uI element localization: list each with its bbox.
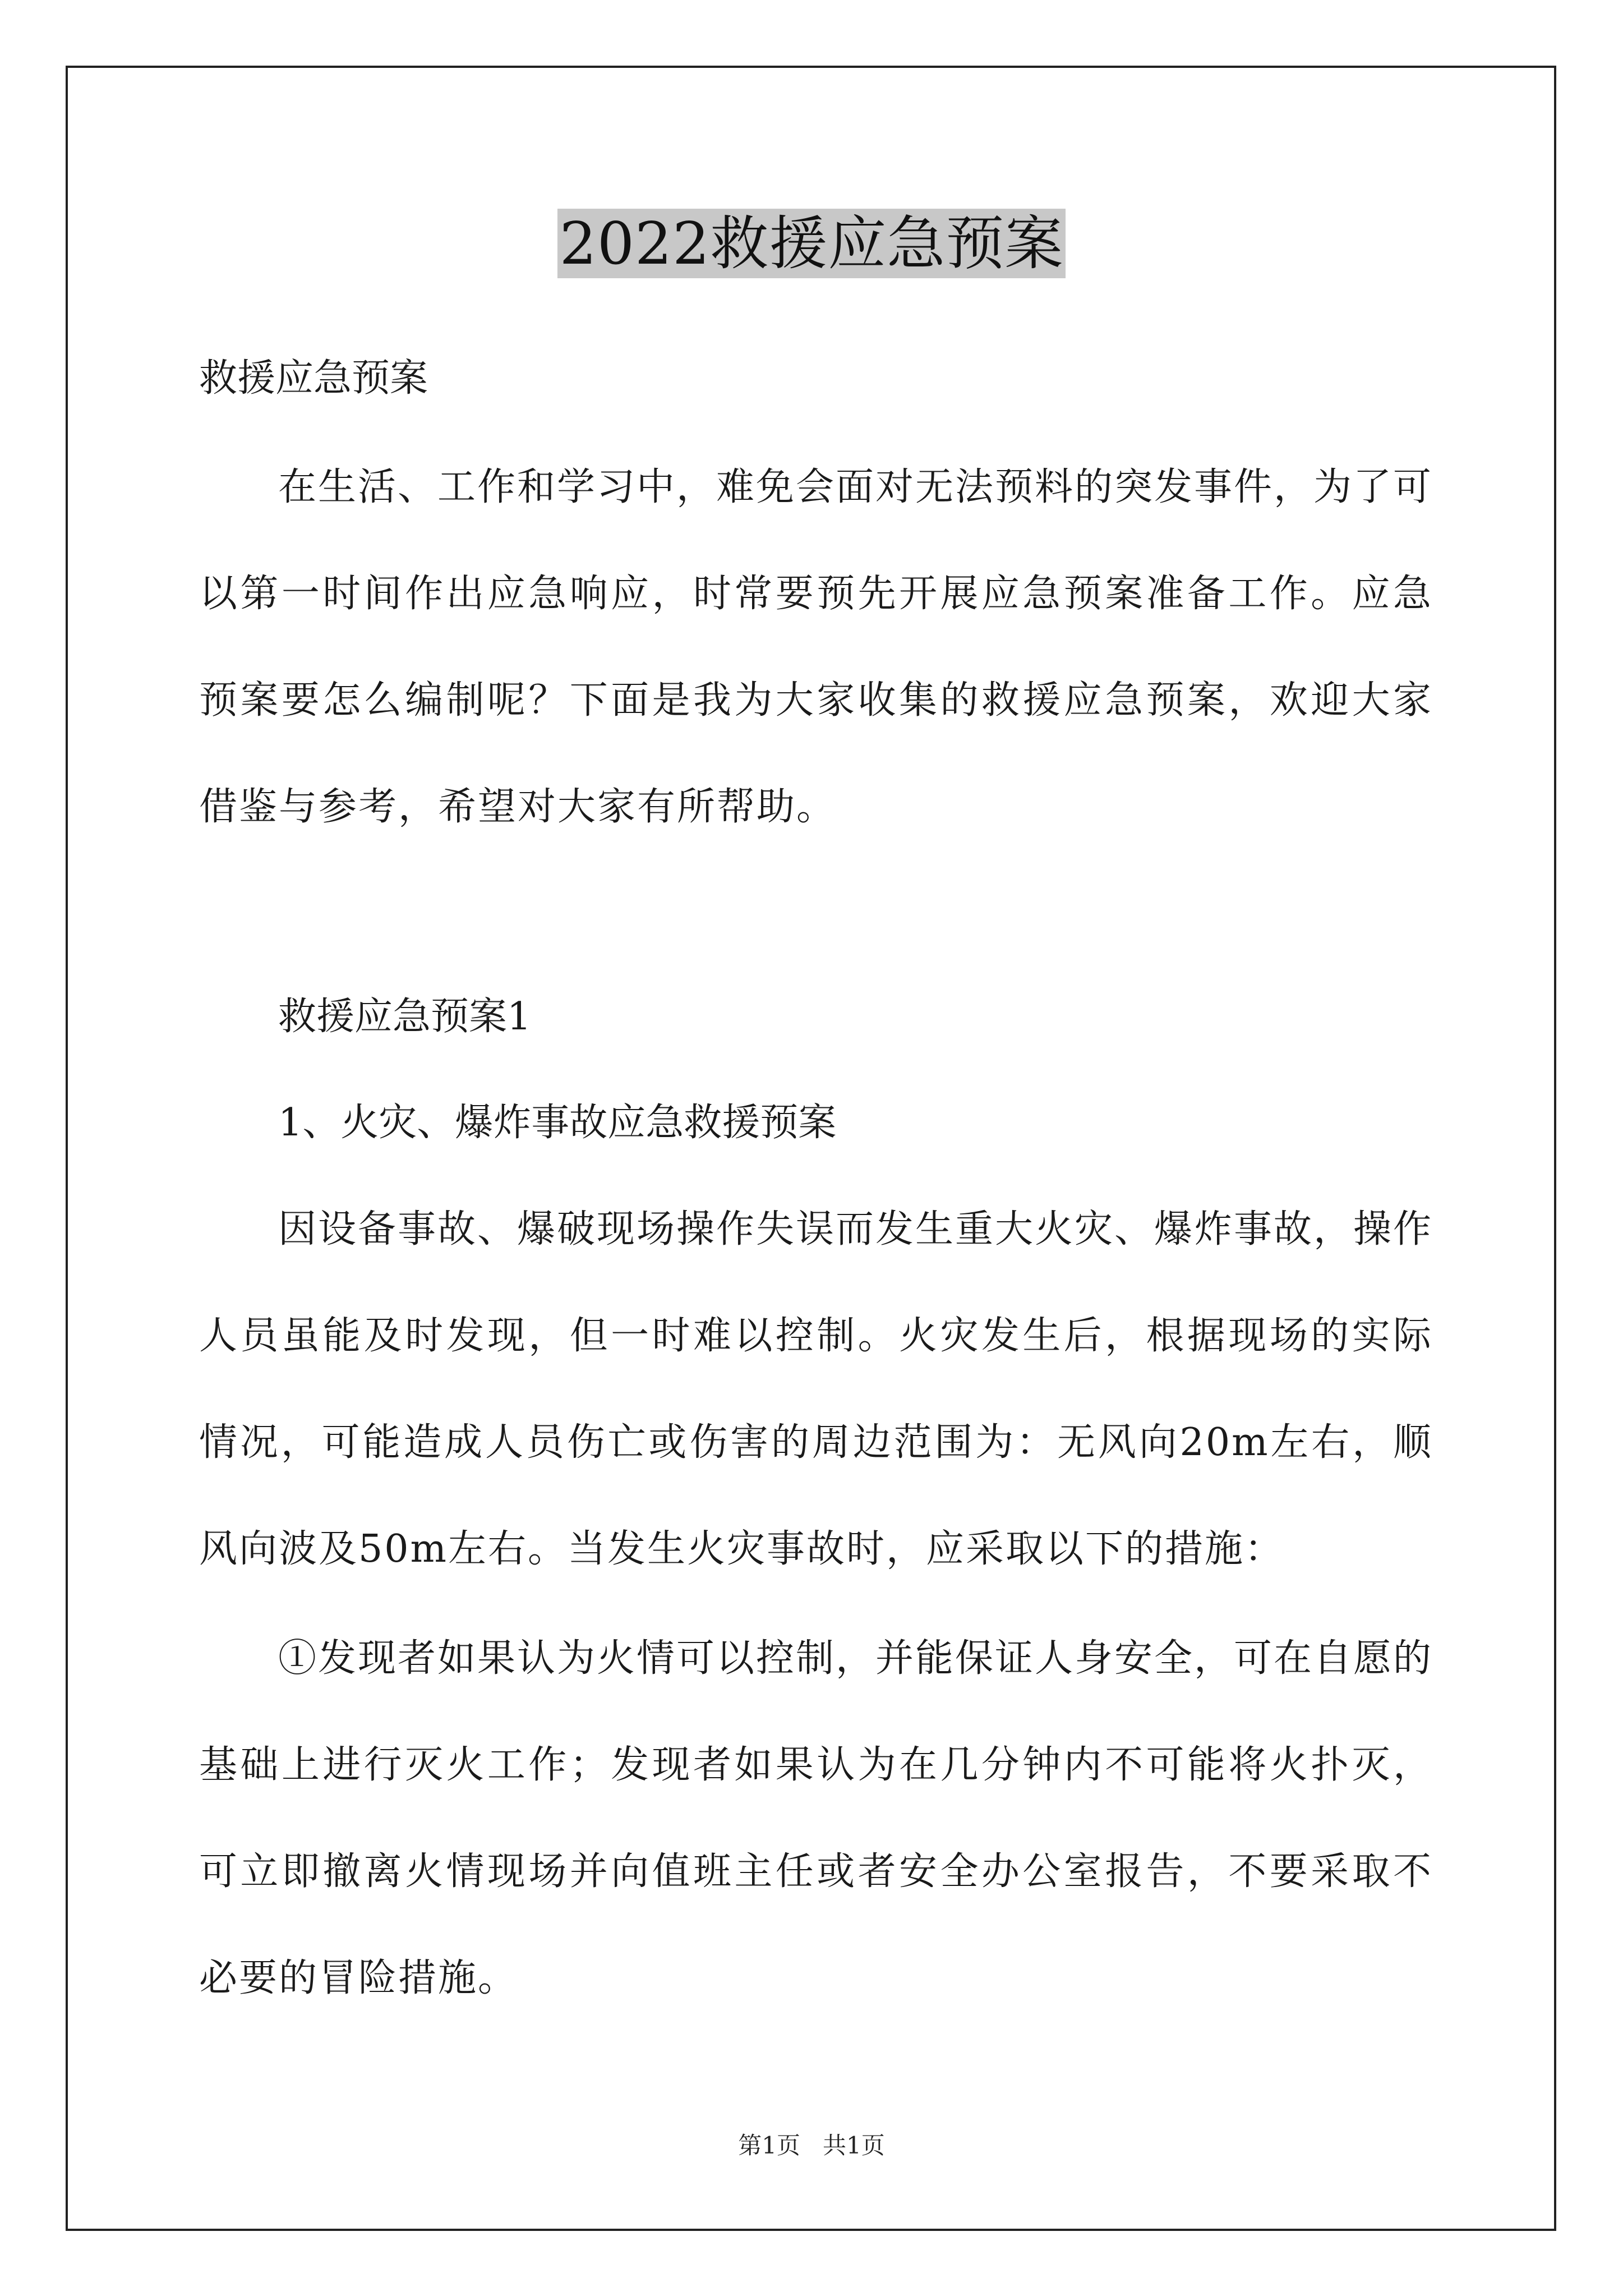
subsection-heading: 1、火灾、爆炸事故应急救援预案 [278, 1101, 837, 1145]
document-title: 2022救援应急预案 [557, 209, 1066, 278]
body-paragraph-1: 因设备事故、爆破现场操作失误而发生重大火灾、爆炸事故，操作人员虽能及时发现，但一时难以控制。火灾发生后，根据现场的实际情况，可能造成人员伤亡或伤害的周边范围为：无风向20m左右，顺风向波及50m左右。当发生火灾事故时，应采取以下的措施： [199, 1207, 1433, 1571]
intro-paragraph: 在生活、工作和学习中，难免会面对无法预料的突发事件，为了可以第一时间作出应急响应，时常要预先开展应急预案准备工作。应急预案要怎么编制呢？下面是我为大家收集的救援应急预案，欢迎大家借鉴与参考，希望对大家有所帮助。 [199, 465, 1433, 829]
document-subtitle: 救援应急预案 [199, 356, 428, 401]
section-heading: 救援应急预案1 [278, 995, 532, 1039]
title-container [0, 209, 1623, 278]
body-paragraph-2: ①发现者如果认为火情可以控制，并能保证人身安全，可在自愿的基础上进行灭火工作；发现者如果认为在几分钟内不可能将火扑灭，可立即撤离火情现场并向值班主任或者安全办公室报告，不要采取不必要的冒险措施。 [199, 1636, 1433, 2000]
page-footer: 第1页 共1页 [738, 2132, 885, 2159]
